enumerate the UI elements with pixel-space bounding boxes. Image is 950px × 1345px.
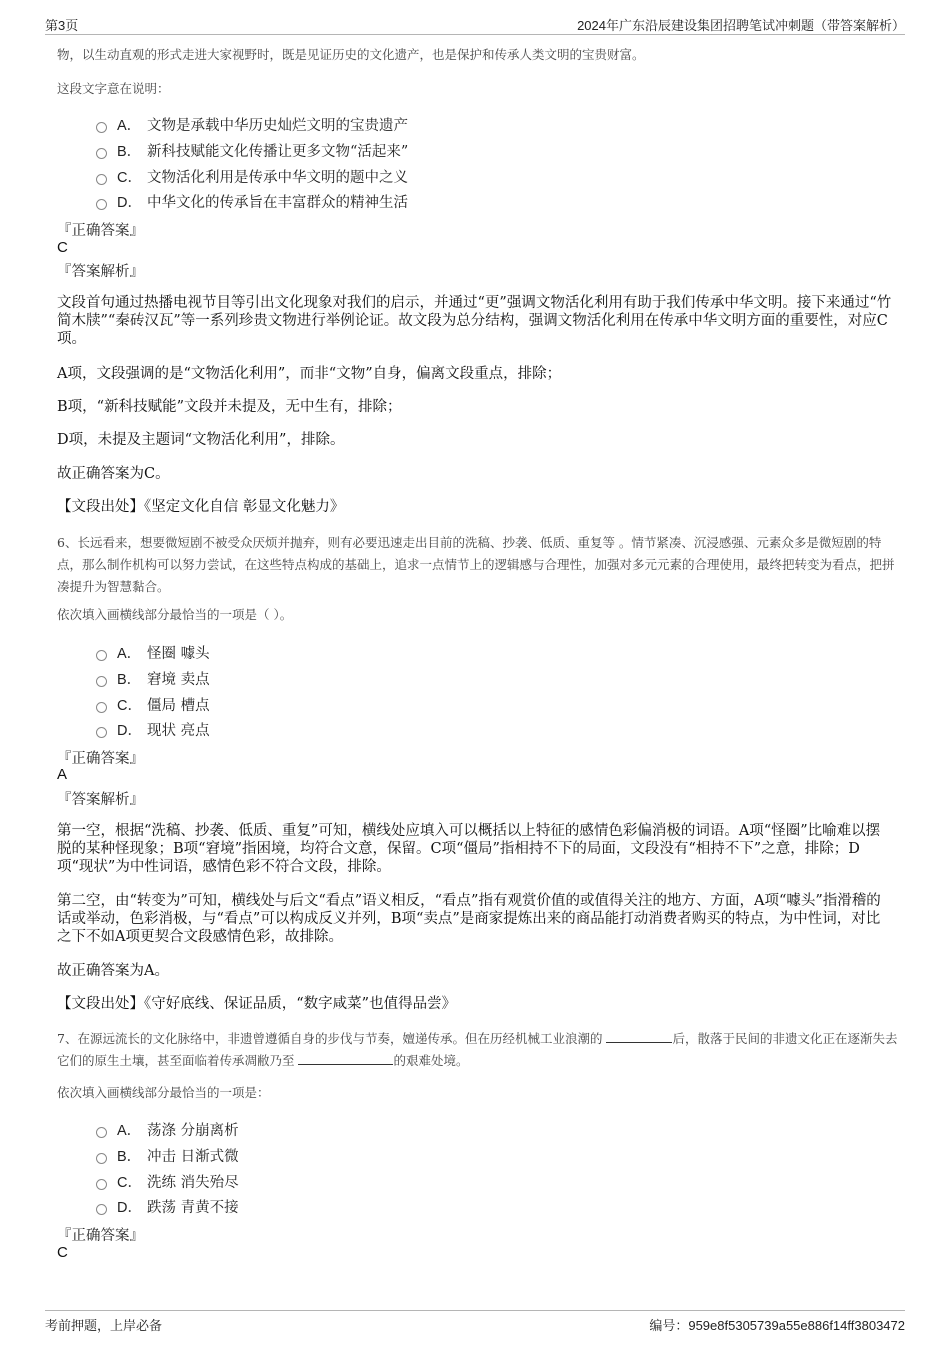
q7-option-b[interactable]: B． 冲击 日渐式微 (96, 1143, 239, 1167)
q5-analysis-para: B项，“新科技赋能”文段并未提及，无中生有，排除； (57, 399, 402, 415)
q5-option-b[interactable]: B． 新科技赋能文化传播让更多文物“活起来” (96, 138, 408, 162)
q7-option-a[interactable]: A． 荡涤 分崩离析 (96, 1117, 239, 1141)
radio-icon[interactable] (96, 650, 107, 661)
q5-option-a[interactable]: A． 文物是承载中华历史灿烂文明的宝贵遗产 (96, 112, 408, 136)
q6-option-b[interactable]: B． 窘境 卖点 (96, 666, 210, 690)
radio-icon[interactable] (96, 174, 107, 185)
q6-answer-label: 『正确答案』 (57, 751, 144, 767)
page-footer (45, 1310, 905, 1341)
q6-option-d[interactable]: D． 现状 亮点 (96, 717, 210, 741)
q5-analysis-para: D项，未提及主题词“文物活化利用”，排除。 (57, 432, 345, 448)
q6-stem: 6、长远看来，想要微短剧不被受众厌烦并抛弃，则有必要迅速走出目前的洗稿、抄袭、低质、重复等 。情节紧凑、沉浸感强、元素众多是微短剧的特点，那么制作机构可以努力尝试，在这些特点构成的基础上，追求一点情节上的逻辑感与合理性，加强对多元元素的合理使用，最终把转变为看点，把拼凑提升为智慧黏合。 (57, 535, 895, 594)
q5-answer: C (57, 239, 68, 256)
intro-text: 物，以生动直观的形式走进大家视野时，既是见证历史的文化遗产，也是保护和传承人类文明的宝贵财富。 (57, 47, 645, 62)
q5-analysis-para: 故正确答案为C。 (57, 466, 170, 482)
q5-analysis-label: 『答案解析』 (57, 264, 144, 280)
fill-blank-1 (606, 1028, 672, 1043)
document-title: 2024年广东沿辰建设集团招聘笔试冲刺题（带答案解析） (577, 18, 905, 33)
q7-stem: 7、在源远流长的文化脉络中，非遗曾遵循自身的步伐与节奏，嬗递传承。但在历经机械工业浪潮的 后，散落于民间的非遗文化正在逐渐失去它们的原生土壤，甚至面临着传承凋敝乃至 的艰难处境。 (57, 1028, 899, 1072)
q5-answer-label: 『正确答案』 (57, 223, 144, 239)
fill-blank-2 (298, 1050, 393, 1065)
radio-icon[interactable] (96, 727, 107, 738)
radio-icon[interactable] (96, 148, 107, 159)
radio-icon[interactable] (96, 122, 107, 133)
q6-analysis-para: 第一空，根据“洗稿、抄袭、低质、重复”可知，横线处应填入可以概括以上特征的感情色彩偏消极的词语。A项“怪圈”比喻难以摆脱的某种怪现象；B项“窘境”指困境，均符合文意，保留。C项“僵局”指相持不下的局面，文段没有“相持不下”之意，排除；D项“现状”为中性词语，感情色彩不符合文段，排除。 (57, 823, 881, 875)
q6-option-a[interactable]: A． 怪圈 噱头 (96, 640, 210, 664)
radio-icon[interactable] (96, 1153, 107, 1164)
radio-icon[interactable] (96, 676, 107, 687)
q5-source: 【文段出处】《坚定文化自信 彰显文化魅力》 (57, 499, 345, 515)
q7-option-c[interactable]: C． 洗练 消失殆尽 (96, 1169, 239, 1193)
radio-icon[interactable] (96, 199, 107, 210)
q6-prompt: 依次填入画横线部分最恰当的一项是（ ）。 (57, 607, 293, 622)
q7-answer: C (57, 1244, 68, 1261)
q5-option-d[interactable]: D． 中华文化的传承旨在丰富群众的精神生活 (96, 189, 408, 213)
q6-answer: A (57, 766, 68, 783)
footer-slogan: 考前押题，上岸必备 (45, 1318, 163, 1333)
q6-analysis-label: 『答案解析』 (57, 792, 144, 808)
radio-icon[interactable] (96, 1204, 107, 1215)
q5-prompt: 这段文字意在说明： (57, 81, 170, 96)
q6-analysis-para: 故正确答案为A。 (57, 963, 169, 979)
radio-icon[interactable] (96, 1127, 107, 1138)
radio-icon[interactable] (96, 702, 107, 713)
radio-icon[interactable] (96, 1179, 107, 1190)
q6-source: 【文段出处】《守好底线、保证品质，“数字咸菜”也值得品尝》 (57, 996, 457, 1012)
q6-option-c[interactable]: C． 僵局 槽点 (96, 692, 210, 716)
q7-option-d[interactable]: D． 跌荡 青黄不接 (96, 1194, 239, 1218)
page-number: 第3页 (45, 18, 79, 33)
q7-prompt: 依次填入画横线部分最恰当的一项是： (57, 1085, 270, 1100)
footer-serial: 编号：959e8f5305739a55e886f14ff3803472 (649, 1318, 905, 1333)
q5-analysis-para: 文段首句通过热播电视节目等引出文化现象对我们的启示，并通过“更”强调文物活化利用有助于我们传承中华文明。接下来通过“竹简木牍”“秦砖汉瓦”等一系列珍贵文物进行举例论证。故文段为总分结构，强调文物活化利用在传承中华文明方面的重要性，对应C项。 (57, 295, 892, 347)
page-header (45, 12, 905, 35)
q7-answer-label: 『正确答案』 (57, 1228, 144, 1244)
q5-analysis-para: A项，文段强调的是“文物活化利用”，而非“文物”自身，偏离文段重点，排除； (57, 366, 562, 382)
q6-analysis-para: 第二空，由“转变为”可知，横线处与后文“看点”语义相反，“看点”指有观赏价值的或值得关注的地方、方面，A项“噱头”指滑稽的话或举动，色彩消极，与“看点”可以构成反义并列，B项“卖点”是商家提炼出来的商品能打动消费者购买的特点，为中性词，对比之下不如A项更契合文段感情色彩，故排除。 (57, 893, 881, 945)
q5-option-c[interactable]: C． 文物活化利用是传承中华文明的题中之义 (96, 164, 408, 188)
